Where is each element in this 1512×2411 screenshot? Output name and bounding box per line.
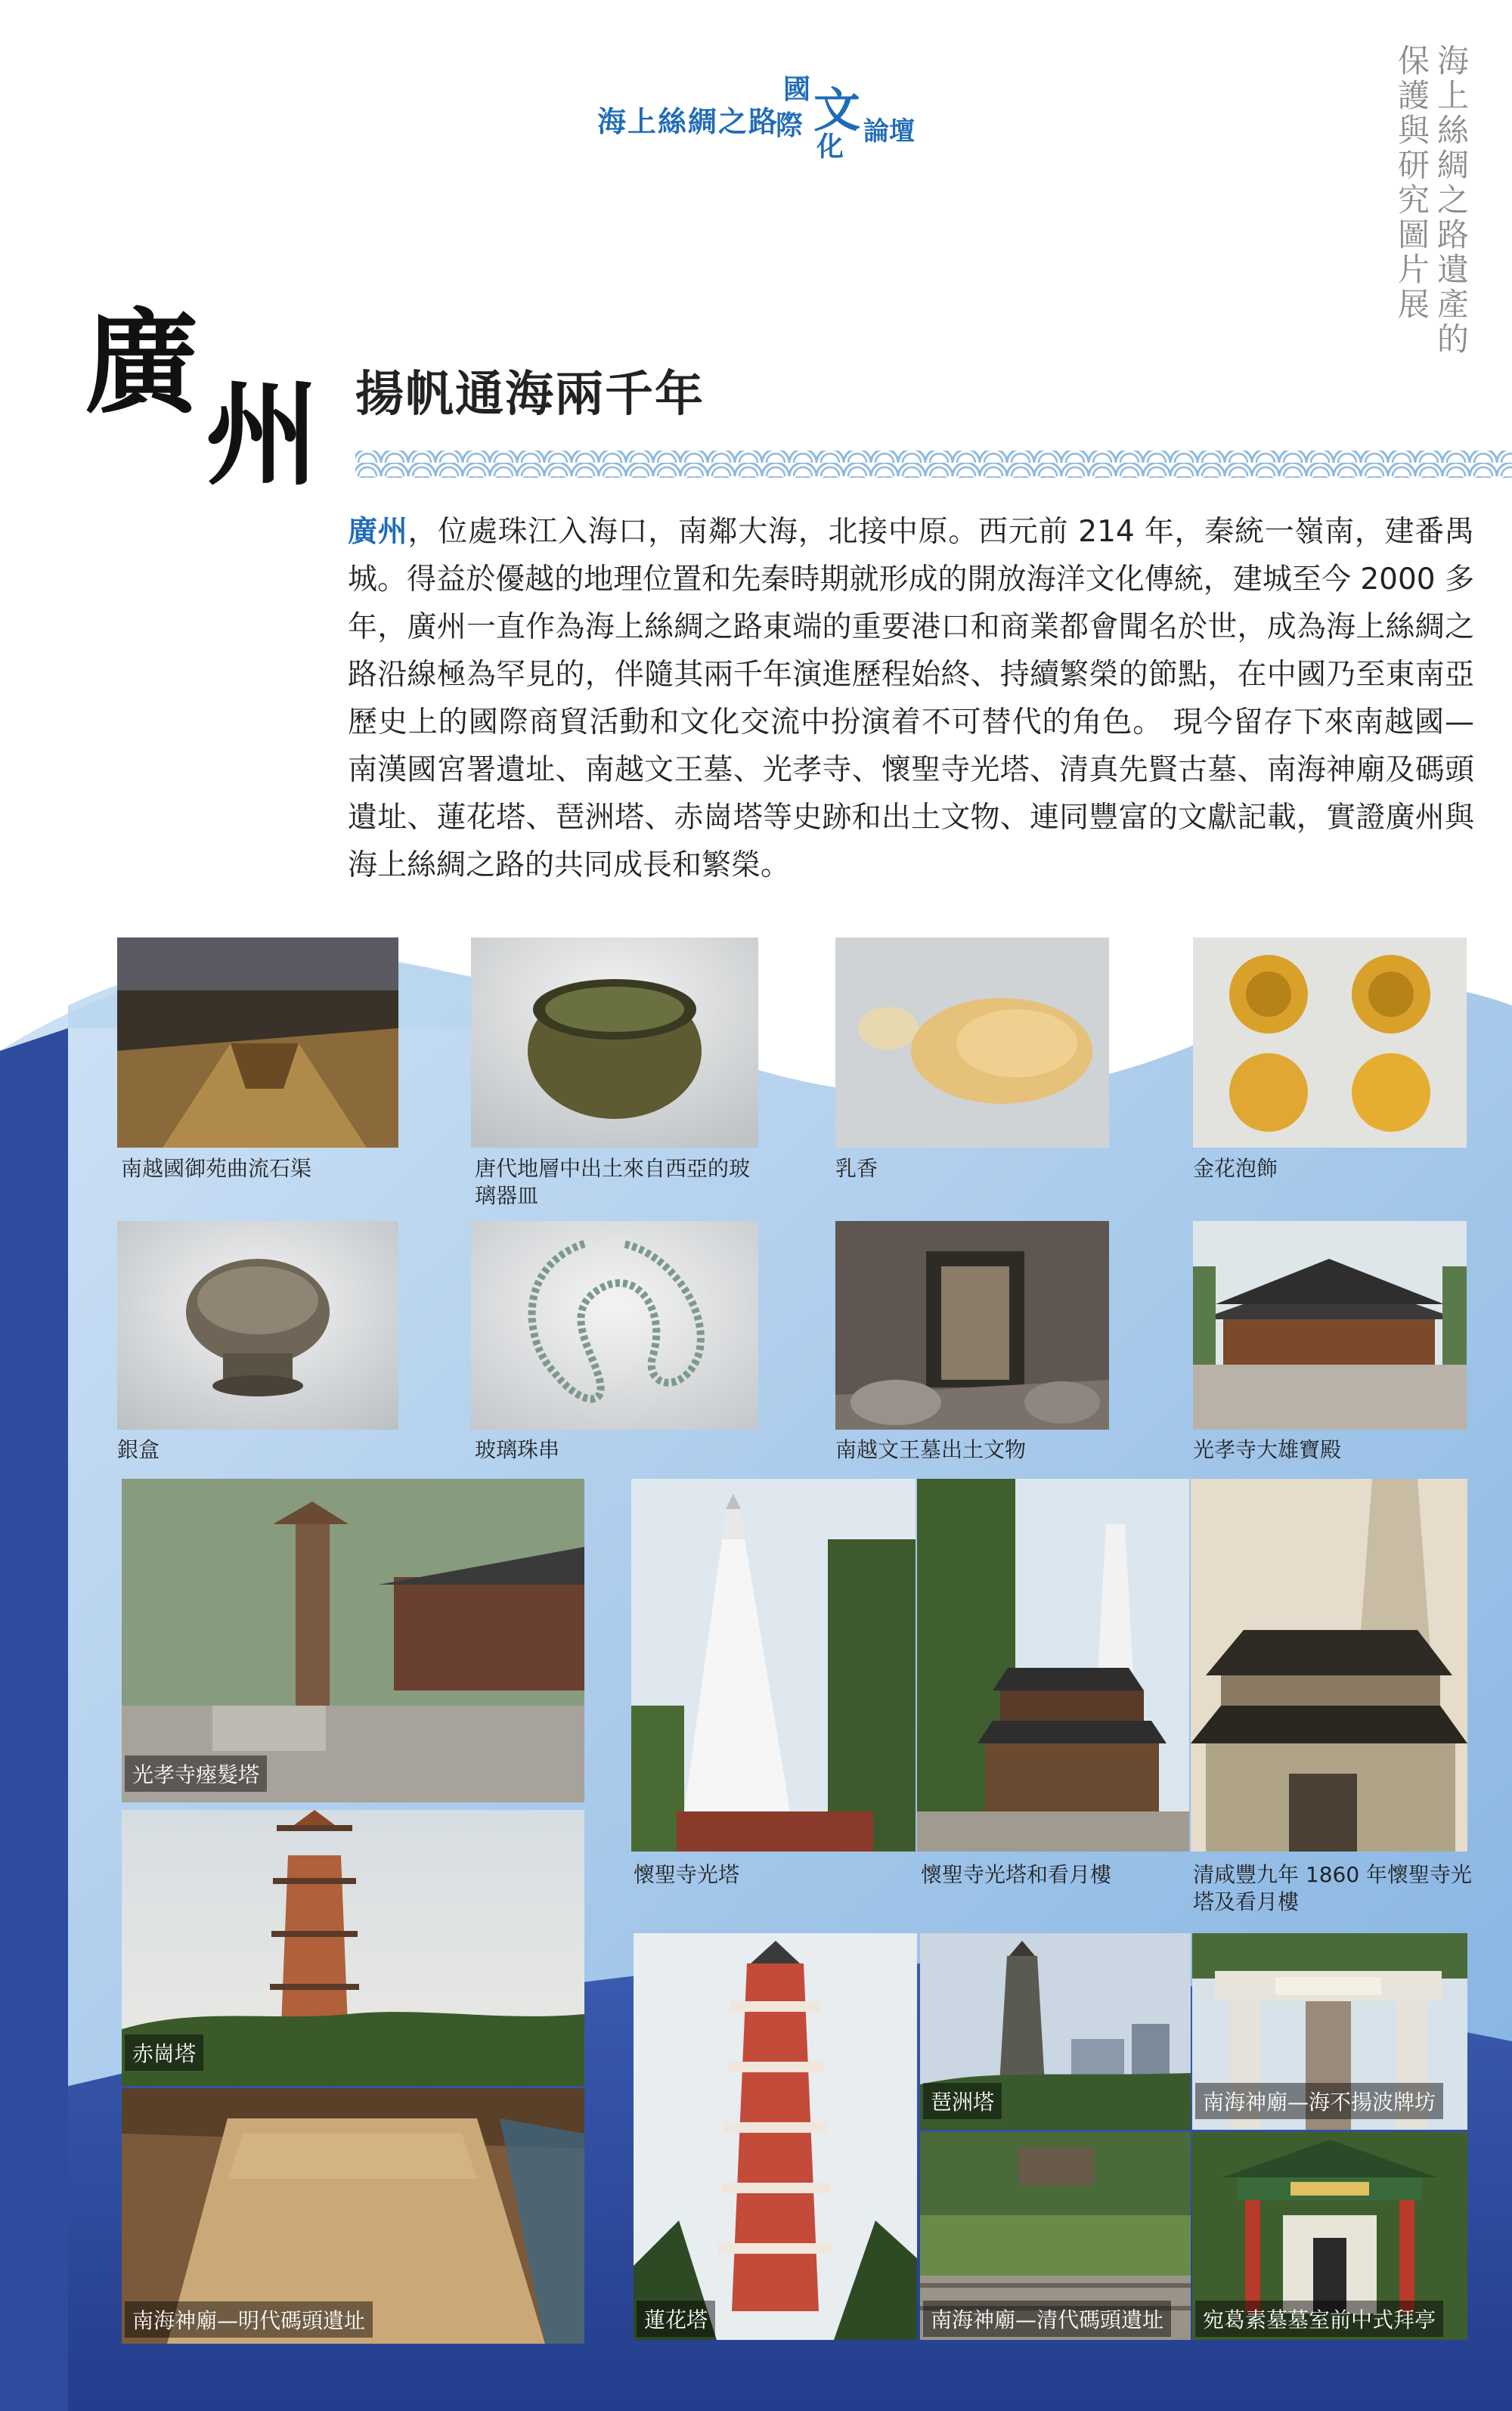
caption-nanyue-garden-stone-channel: 南越國御苑曲流石渠 (121, 1156, 312, 1181)
exhibition-title-column-2: 保護與研究圖片展 (1393, 44, 1430, 322)
photo-huaisheng-1860 (1191, 1479, 1467, 1852)
photo-huaisheng-lighthouse (631, 1479, 916, 1852)
caption-glass-beads: 玻璃珠串 (475, 1437, 560, 1462)
photo-nanhai-ming-wharf (122, 2088, 584, 2344)
caption-nanhai-qing-wharf: 南海神廟—清代碼頭遺址 (923, 2301, 1171, 2337)
photo-pazhou-pagoda (920, 1933, 1191, 2130)
caption-guangxiao-main-hall: 光孝寺大雄寶殿 (1193, 1437, 1342, 1462)
forum-logo (590, 60, 922, 174)
logo-text-forum: 論壇 (863, 116, 915, 147)
caption-glass-vessel: 唐代地層中出土來自西亞的玻璃器皿 (475, 1156, 751, 1208)
photo-guangxiao-hair-pagoda (122, 1479, 584, 1802)
caption-huaisheng-lighthouse: 懷聖寺光塔 (634, 1862, 740, 1887)
caption-gold-ornaments: 金花泡飾 (1193, 1156, 1278, 1181)
caption-chigang-pagoda: 赤崗塔 (125, 2034, 203, 2071)
photo-glass-vessel (471, 937, 758, 1148)
logo-text-maritime-silk-road: 海上絲綢之路 (597, 105, 779, 138)
intro-highlight: 廣州 (348, 515, 408, 549)
photo-guangxiao-main-hall (1193, 1221, 1467, 1430)
caption-nanyue-tomb: 南越文王墓出土文物 (835, 1437, 1027, 1462)
photo-huaisheng-lighthouse-moon-tower (917, 1479, 1189, 1852)
photo-nanhai-archway (1192, 1933, 1467, 2130)
caption-nanhai-ming-wharf: 南海神廟—明代碼頭遺址 (125, 2301, 373, 2338)
caption-lianhua-pagoda: 蓮花塔 (637, 2301, 715, 2337)
caption-huaisheng-1860: 清咸豐九年 1860 年懷聖寺光塔及看月樓 (1193, 1862, 1473, 1914)
photo-glass-beads (471, 1221, 758, 1430)
intro-text: ，位處珠江入海口，南鄰大海，北接中原。西元前 214 年，秦統一嶺南，建番禺城。得益於優越的地理位置和先秦時期就形成的開放海洋文化傳統，建城至今 2000 多年，廣州一直作為海上絲綢之路東端的重要港口和商業都會聞名於世，成為海上絲綢之路沿線極為罕見的，伴隨其兩千年演進歷程始終、持續繁榮的節點，在中國乃至東南亞歷史上的國際商貿活動和文化交流中扮演着不可替代的角色。 現今留存下來南越國—南漢國宮署遺址、南越文王墓、光孝寺、懷聖寺光塔、清真先賢古墓、南海神廟及碼頭遺址、蓮花塔、琶洲塔、赤崗塔等史跡和出土文物、連同豐富的文獻記載，實證廣州與海上絲綢之路的共同成長和繁榮。 (348, 515, 1474, 882)
photo-frankincense (835, 937, 1109, 1148)
caption-nanhai-archway: 南海神廟—海不揚波牌坊 (1195, 2083, 1443, 2119)
caption-huaisheng-lighthouse-moon-tower: 懷聖寺光塔和看月樓 (921, 1862, 1112, 1887)
page-subtitle: 揚帆通海兩千年 (355, 367, 705, 423)
caption-waqqas-tomb-pavilion: 宛葛素墓墓室前中式拜亭 (1195, 2301, 1443, 2337)
intro-paragraph (348, 508, 1474, 889)
city-title-char-2: 州 (206, 368, 320, 501)
caption-guangxiao-hair-pagoda: 光孝寺瘞髮塔 (125, 1756, 267, 1792)
photo-nanhai-qing-wharf (920, 2132, 1191, 2340)
logo-char-guo: 國 (783, 74, 811, 105)
logo-char-wen: 文 (813, 82, 861, 138)
caption-pazhou-pagoda: 琶洲塔 (923, 2083, 1002, 2119)
logo-char-hua: 化 (816, 132, 844, 163)
caption-silver-box: 銀盒 (117, 1437, 160, 1462)
photo-chigang-pagoda (122, 1810, 584, 2086)
photo-nanyue-tomb (835, 1221, 1109, 1430)
photo-gold-ornaments (1193, 937, 1467, 1148)
photo-waqqas-tomb-pavilion (1192, 2132, 1467, 2340)
logo-char-ji: 際 (776, 110, 804, 141)
photo-silver-box (117, 1221, 398, 1430)
photo-nanyue-garden-stone-channel (117, 937, 398, 1148)
exhibition-title-column-1: 海上絲綢之路遺產的 (1433, 44, 1470, 357)
city-title-char-1: 廣 (85, 296, 199, 429)
caption-frankincense: 乳香 (835, 1156, 878, 1181)
photo-lianhua-pagoda (634, 1933, 917, 2340)
